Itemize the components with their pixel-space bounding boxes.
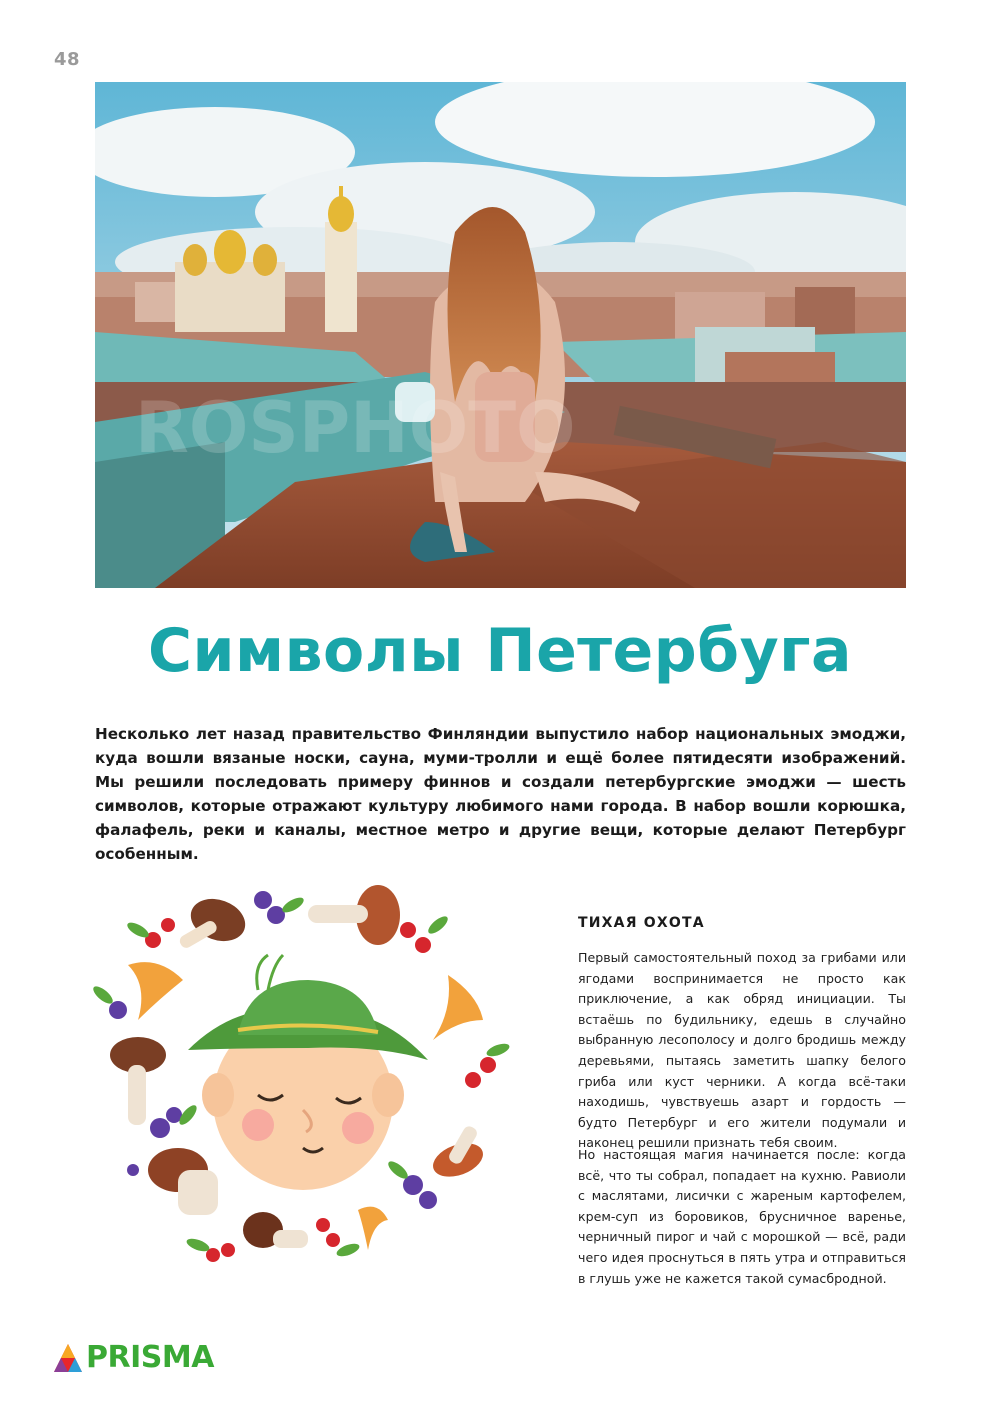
intro-paragraph: Несколько лет назад правительство Финляндии выпустило набор национальных эмоджи, куда вошли вязаные носки, сауна, муми-тролли и ещё более пятидесяти изображений. Мы решили последовать примеру финнов и создали петербургские эмоджи — шесть символов, которые отражают культуру любимого нами города. В набор вошли корюшка, фалафель, реки и каналы, местное метро и другие вещи, которые делают Петербург особенным.: [95, 725, 906, 863]
hero-photo: [95, 82, 906, 588]
mushroom-illustration: [78, 870, 518, 1280]
svg-text:ROSPHOTO: ROSPHOTO: [135, 387, 576, 469]
brand-name: PRISMA: [86, 1340, 214, 1375]
section-paragraph-1: Первый самостоятельный поход за грибами или ягодами воспринимается не просто как приключение, а как обряд инициации. Ты встаёшь по будильнику, едешь в случайно выбранную лесополосу и долго бродишь между деревьями, пытаясь заметить шапку белого гриба или куст черники. А когда всё-таки находишь, чувствуешь азарт и гордость — будто Петербург и его жители подумали и наконец решили признать тебя своим.: [578, 950, 906, 1151]
page-number: 48: [54, 49, 81, 70]
section-paragraph-2: Но настоящая магия начинается после: когда всё, что ты собрал, попадает на кухню. Равиоли с маслятами, лисички с жареным картофелем, крем-суп из боровиков, брусничное варенье, черничный пирог и чай с морошкой — всё, ради чего идея проснуться в пять утра и отправиться в глушь уже не кажется такой сумасбродной.: [578, 1147, 906, 1286]
section-heading: ТИХАЯ ОХОТА: [578, 915, 705, 931]
article-title: Символы Петербуга: [147, 616, 853, 686]
prisma-triangle-icon: [52, 1342, 84, 1374]
prisma-logo: [52, 1340, 252, 1380]
